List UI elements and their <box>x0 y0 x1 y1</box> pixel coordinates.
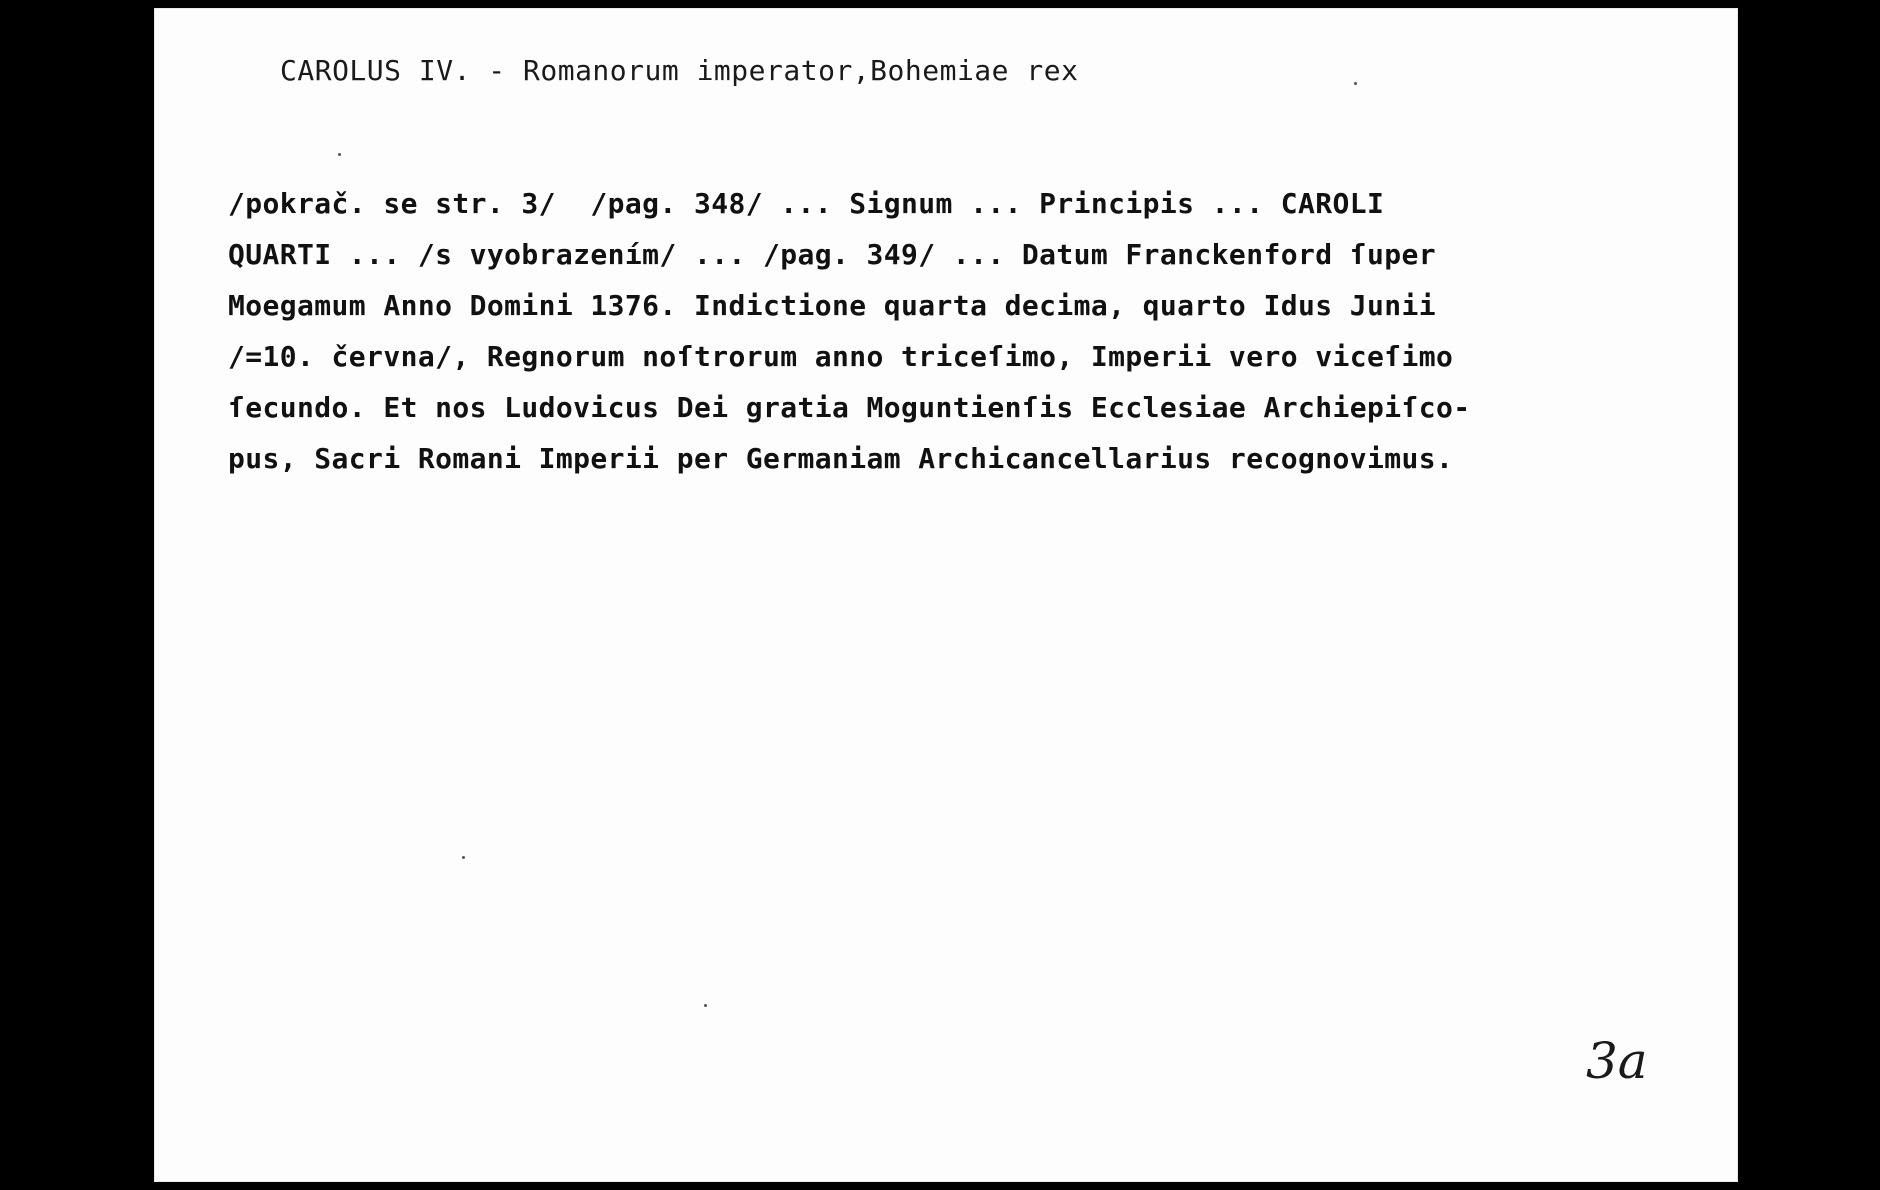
body-line-4: /=10. června/, Regnorum noſtrorum anno triceſimo, Imperii vero viceſimo <box>228 340 1454 373</box>
body-line-2: QUARTI ... /s vyobrazením/ ... /pag. 349/ ... Datum Franckenford ſuper <box>228 238 1437 271</box>
body-line-5: ſecundo. Et nos Ludovicus Dei gratia Moguntienſis Ecclesiae Archiepiſco- <box>228 391 1471 424</box>
body-line-6: pus, Sacri Romani Imperii per Germaniam Archicancellarius recognovimus. <box>228 442 1454 475</box>
body-line-3: Moegamum Anno Domini 1376. Indictione quarta decima, quarto Idus Junii <box>228 289 1437 322</box>
scan-speck <box>1354 82 1357 85</box>
scan-speck <box>704 1004 707 1007</box>
card-body <box>228 178 1708 484</box>
card-heading: CAROLUS IV. - Romanorum imperator,Bohemiae rex <box>280 54 1079 87</box>
body-line-1: /pokrač. se str. 3/ /pag. 348/ ... Signum ... Principis ... CAROLI <box>228 187 1385 220</box>
handwritten-page-mark: 3a <box>1586 1032 1648 1090</box>
scan-speck <box>338 153 341 156</box>
scan-speck <box>462 856 465 859</box>
index-card <box>154 8 1738 1182</box>
